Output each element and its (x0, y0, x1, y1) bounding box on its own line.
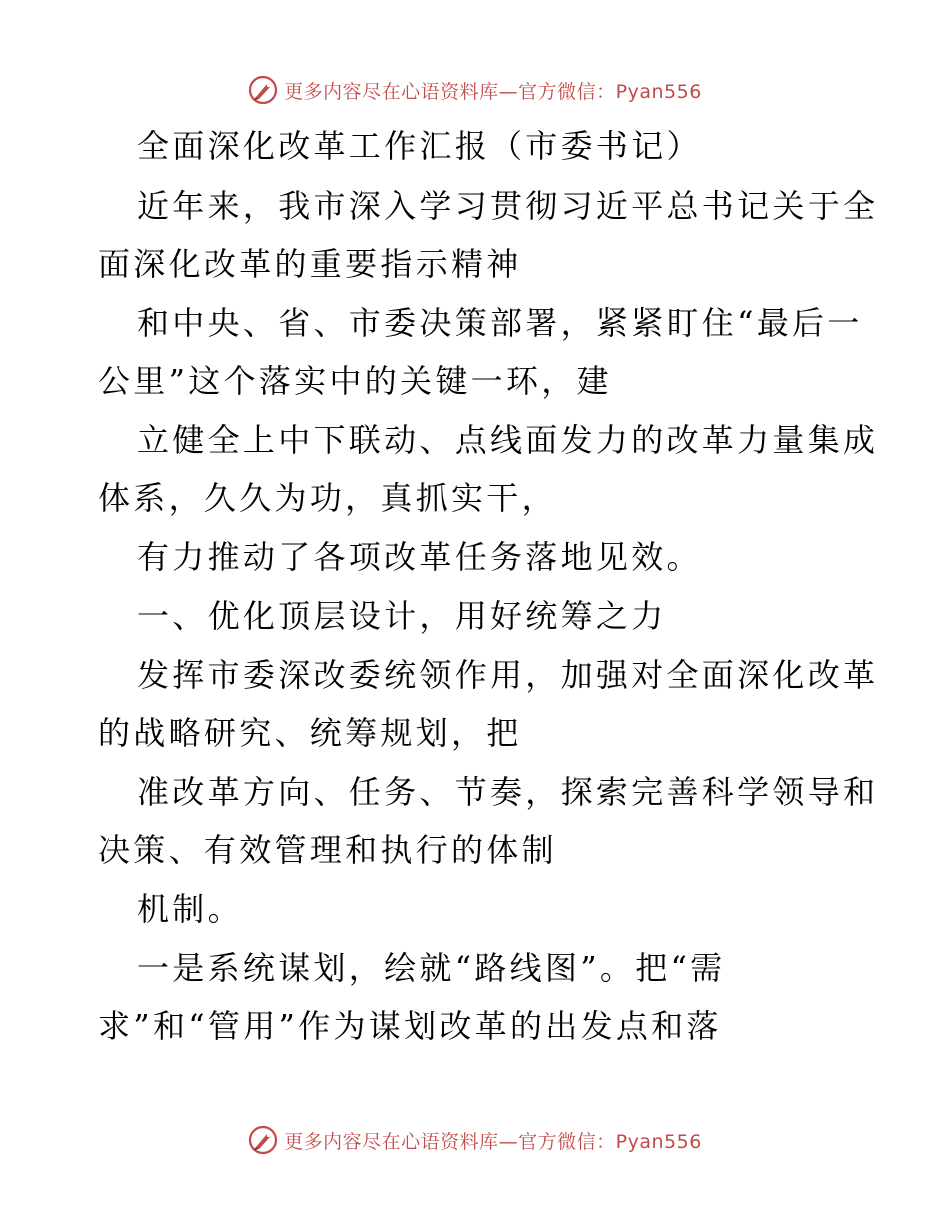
footer-watermark (0, 1120, 950, 1160)
paragraph-line: 近年来，我市深入学习贯彻习近平总书记关于全 (137, 187, 879, 225)
paragraph-line: 决策、有效管理和执行的体制 (98, 831, 557, 869)
watermark-text: 更多内容尽在心语资料库—官方微信：Pyan556 (284, 80, 702, 103)
paragraph-line: 机制。 (137, 890, 243, 928)
paragraph-line: 公里”这个落实中的关键一环，建 (98, 362, 612, 400)
section-heading: 一、优化顶层设计，用好统筹之力 (137, 597, 667, 635)
header-watermark (0, 70, 950, 110)
pen-nib-logo-icon (248, 75, 278, 105)
paragraph-line: 体系，久久为功，真抓实干， (98, 479, 557, 517)
paragraph-line: 面深化改革的重要指示精神 (98, 245, 522, 283)
paragraph-line: 和中央、省、市委决策部署，紧紧盯住“最后一 (137, 304, 863, 342)
paragraph-line: 一是系统谋划，绘就“路线图”。把“需 (137, 949, 726, 987)
paragraph-line: 有力推动了各项改革任务落地见效。 (137, 538, 702, 576)
pen-nib-logo-icon (248, 1125, 278, 1155)
paragraph-line: 发挥市委深改委统领作用，加强对全面深化改革 (137, 656, 879, 694)
watermark-text: 更多内容尽在心语资料库—官方微信：Pyan556 (284, 1130, 702, 1153)
paragraph-line: 求”和“管用”作为谋划改革的出发点和落 (98, 1007, 722, 1045)
paragraph-line: 准改革方向、任务、节奏，探索完善科学领导和 (137, 773, 879, 811)
paragraph-line: 的战略研究、统筹规划，把 (98, 714, 522, 752)
document-title: 全面深化改革工作汇报（市委书记） (137, 127, 702, 165)
paragraph-line: 立健全上中下联动、点线面发力的改革力量集成 (137, 421, 879, 459)
